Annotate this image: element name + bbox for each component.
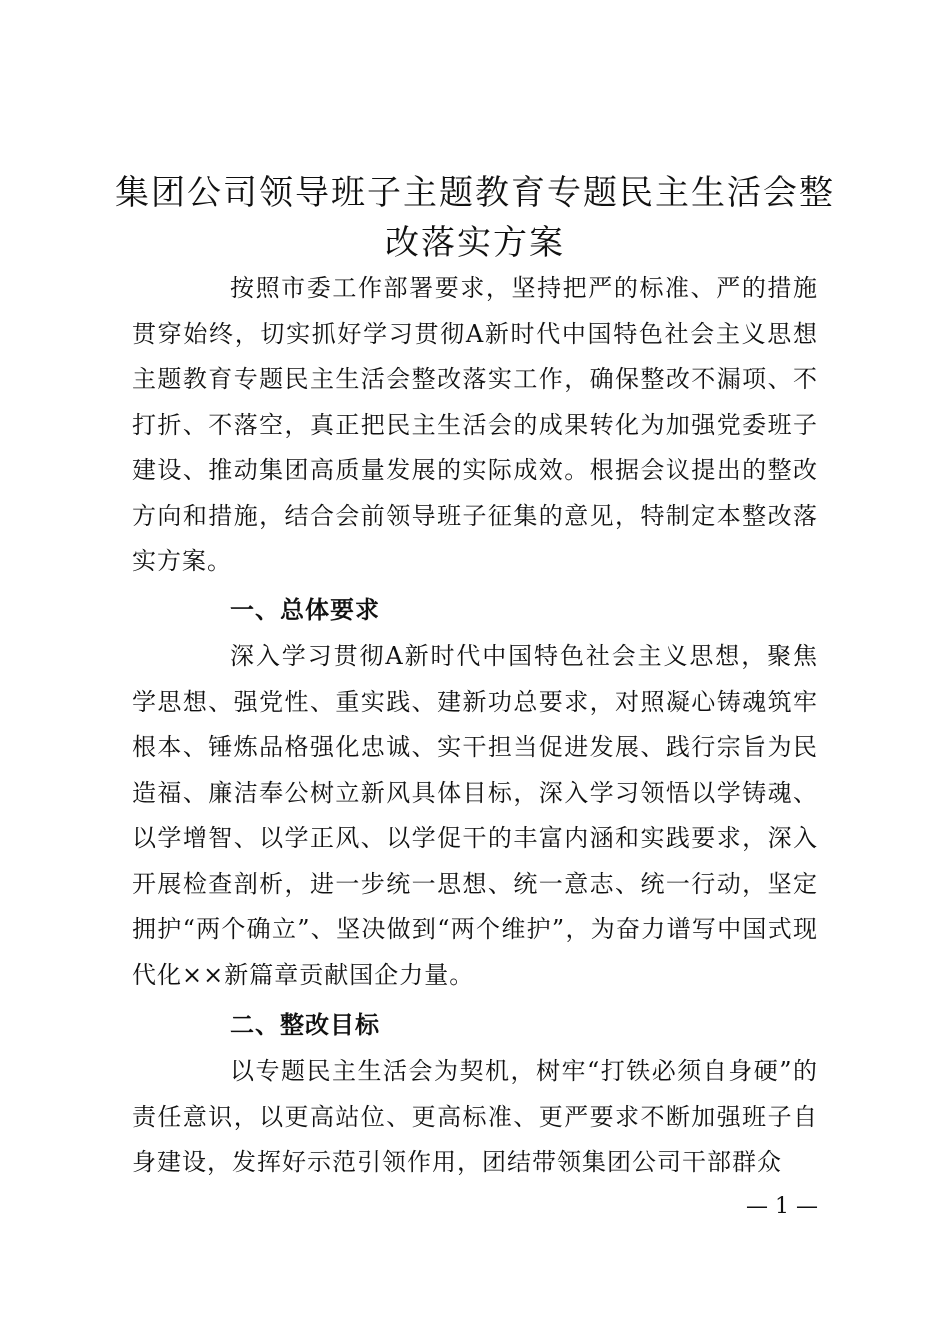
page-number: — 1 —	[746, 1194, 818, 1219]
section-heading-overall-requirements: 一、总体要求	[230, 596, 380, 624]
section-heading-rectification-goals: 二、整改目标	[230, 1011, 380, 1039]
document-title: 集团公司领导班子主题教育专题民主生活会整改落实方案	[115, 173, 835, 263]
intro-paragraph: 按照市委工作部署要求，坚持把严的标准、严的措施贯穿始终，切实抓好学习贯彻A新时代中国特色社会主义思想主题教育专题民主生活会整改落实工作，确保整改不漏项、不打折、不落空，真正把民主生活会的成果转化为加强党委班子建设、推动集团高质量发展的实际成效。根据会议提出的整改方向和措施，结合会前领导班子征集的意见，特制定本整改落实方案。	[132, 274, 818, 575]
section-paragraph-rectification-goals: 以专题民主生活会为契机，树牢“打铁必须自身硬”的责任意识，以更高站位、更高标准、更严要求不断加强班子自身建设，发挥好示范引领作用，团结带领集团公司干部群众	[132, 1057, 818, 1176]
section-paragraph-overall-requirements: 深入学习贯彻A新时代中国特色社会主义思想，聚焦学思想、强党性、重实践、建新功总要求，对照凝心铸魂筑牢根本、锤炼品格强化忠诚、实干担当促进发展、践行宗旨为民造福、廉洁奉公树立新风具体目标，深入学习领悟以学铸魂、以学增智、以学正风、以学促干的丰富内涵和实践要求，深入开展检查剖析，进一步统一思想、统一意志、统一行动，坚定拥护“两个确立”、坚决做到“两个维护”，为奋力谱写中国式现代化××新篇章贡献国企力量。	[132, 642, 818, 989]
